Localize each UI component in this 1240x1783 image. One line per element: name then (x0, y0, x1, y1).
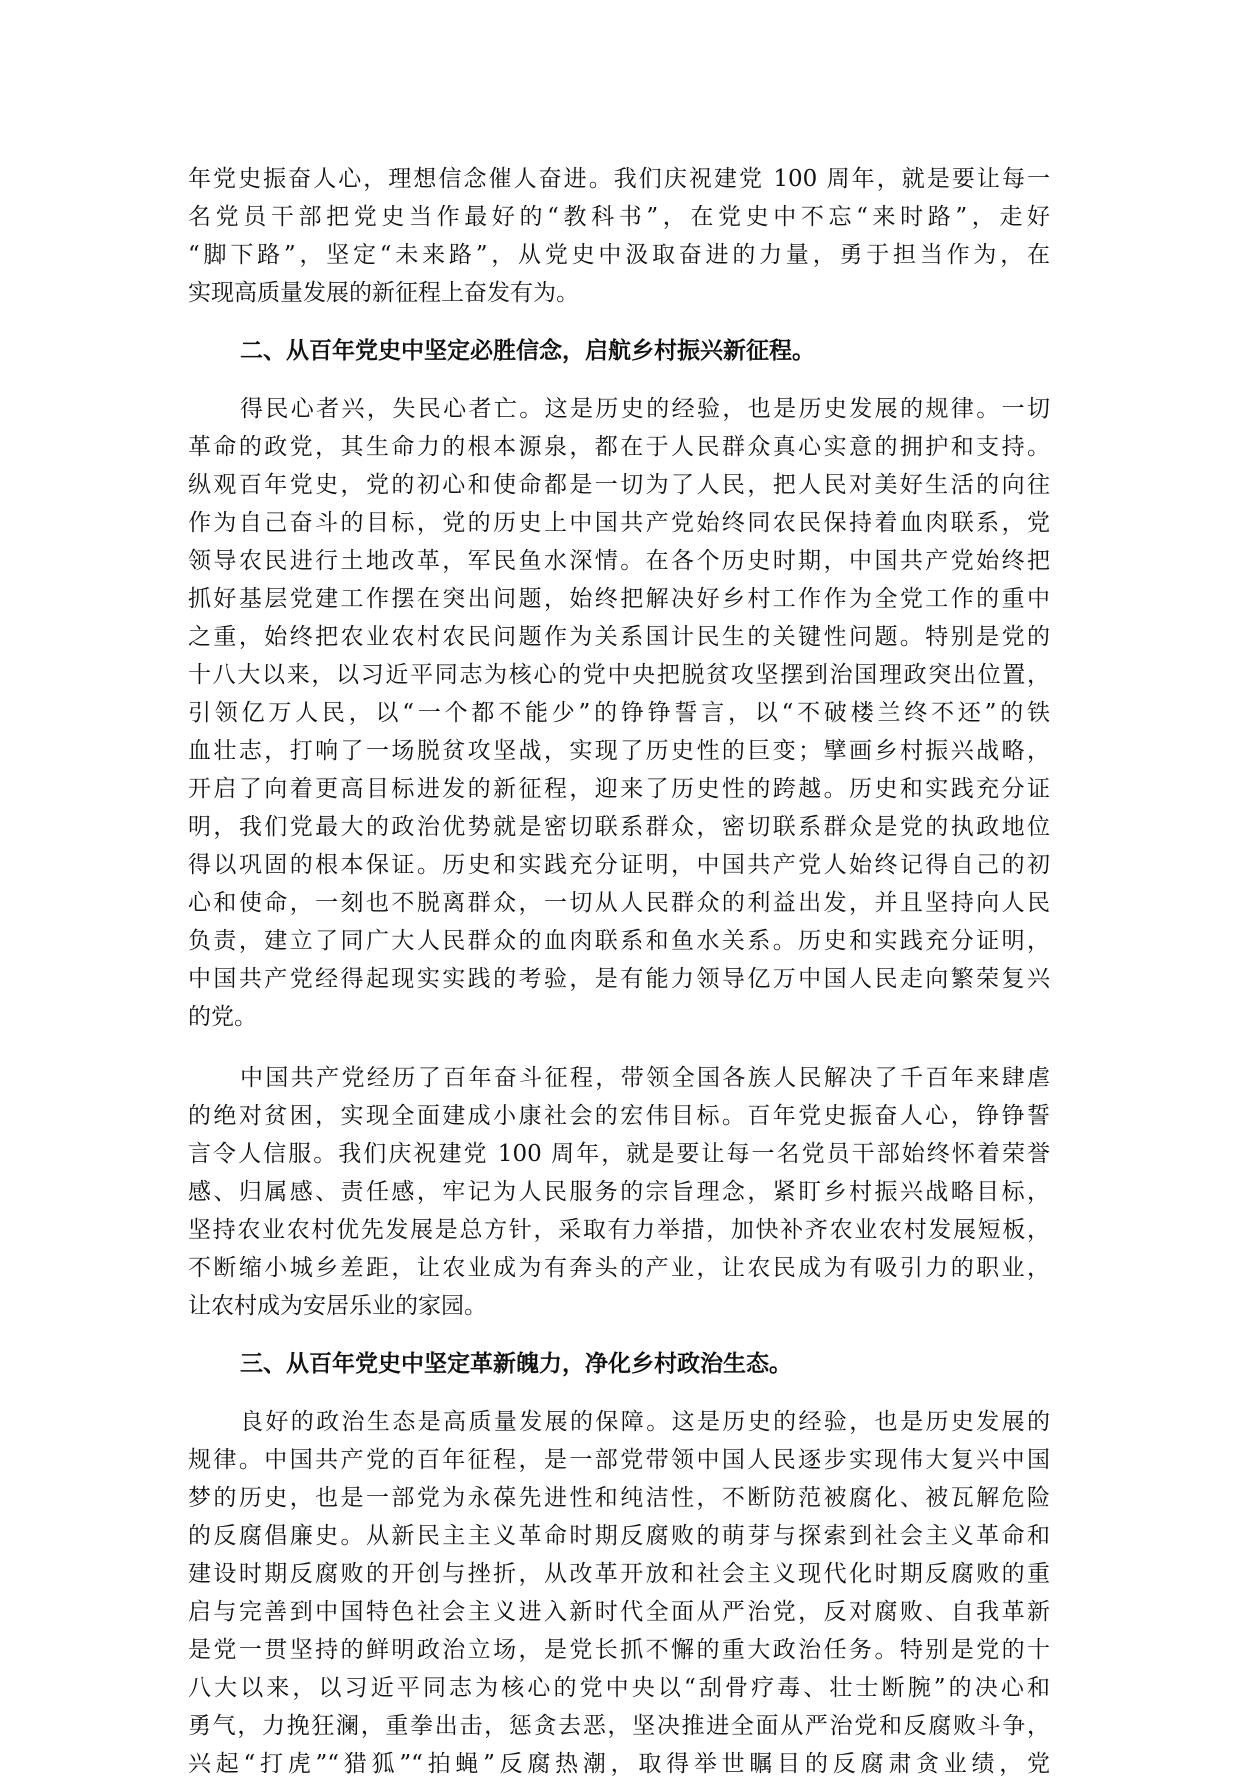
paragraph-line: 勇气，力挽狂澜，重拳出击，惩贪去恶，坚决推进全面从严治党和反腐败斗争， (188, 1713, 1050, 1739)
paragraph-line: 革命的政党，其生命力的根本源泉，都在于人民群众真心实意的拥护和支持。 (188, 434, 1050, 460)
paragraph-line: 纵观百年党史，党的初心和使命都是一切为了人民，把人民对美好生活的向往 (188, 472, 1050, 498)
paragraph-line: 的反腐倡廉史。从新民主主义革命时期反腐败的萌芽与探索到社会主义革命和 (188, 1523, 1050, 1549)
paragraph-line: 年党史振奋人心，理想信念催人奋进。我们庆祝建党 100 周年，就是要让每一 (188, 166, 1050, 192)
section-3-heading: 三、从百年党史中坚定革新魄力，净化乡村政治生态。 (240, 1350, 792, 1377)
section-2-heading: 二、从百年党史中坚定必胜信念，启航乡村振兴新征程。 (240, 337, 815, 364)
paragraph-line: 十八大以来，以习近平同志为核心的党中央把脱贫攻坚摆到治国理政突出位置， (188, 662, 1050, 688)
paragraph-line: 启与完善到中国特色社会主义进入新时代全面从严治党，反对腐败、自我革新 (188, 1599, 1050, 1625)
section-2-paragraph-2 (188, 1059, 1050, 1325)
paragraph-line: 八大以来，以习近平同志为核心的党中央以“刮骨疗毒、壮士断腕”的决心和 (188, 1675, 1050, 1701)
paragraph-line: 兴起“打虎”“猎狐”“拍蝇”反腐热潮，取得举世瞩目的反腐肃贪业绩，党 (188, 1751, 1050, 1777)
paragraph-line: 中国共产党经得起现实实践的考验，是有能力领导亿万中国人民走向繁荣复兴 (188, 966, 1050, 992)
paragraph-line: 领导农民进行土地改革，军民鱼水深情。在各个历史时期，中国共产党始终把 (188, 548, 1050, 574)
paragraph-line: 的党。 (188, 1004, 257, 1030)
paragraph-line: 不断缩小城乡差距，让农业成为有奔头的产业，让农民成为有吸引力的职业， (188, 1255, 1050, 1281)
paragraph-line: 开启了向着更高目标进发的新征程，迎来了历史性的跨越。历史和实践充分证 (188, 776, 1050, 802)
paragraph-line: 良好的政治生态是高质量发展的保障。这是历史的经验，也是历史发展的 (240, 1409, 1050, 1435)
paragraph-line: 中国共产党经历了百年奋斗征程，带领全国各族人民解决了千百年来肆虐 (240, 1065, 1050, 1091)
paragraph-line: 言令人信服。我们庆祝建党 100 周年，就是要让每一名党员干部始终怀着荣誉 (188, 1141, 1050, 1167)
paragraph-line: 建设时期反腐败的开创与挫折，从改革开放和社会主义现代化时期反腐败的重 (188, 1561, 1050, 1587)
paragraph-line: “脚下路”，坚定“未来路”，从党史中汲取奋进的力量，勇于担当作为，在 (188, 242, 1050, 268)
section-3-paragraph-1 (188, 1403, 1050, 1783)
paragraph-line: 感、归属感、责任感，牢记为人民服务的宗旨理念，紧盯乡村振兴战略目标， (188, 1179, 1050, 1205)
paragraph-line: 抓好基层党建工作摆在突出问题，始终把解决好乡村工作作为全党工作的重中 (188, 586, 1050, 612)
paragraph-line: 实现高质量发展的新征程上奋发有为。 (188, 280, 579, 306)
paragraph-line: 的绝对贫困，实现全面建成小康社会的宏伟目标。百年党史振奋人心，铮铮誓 (188, 1103, 1050, 1129)
paragraph-line: 规律。中国共产党的百年征程，是一部党带领中国人民逐步实现伟大复兴中国 (188, 1447, 1050, 1473)
paragraph-line: 血壮志，打响了一场脱贫攻坚战，实现了历史性的巨变；擘画乡村振兴战略， (188, 738, 1050, 764)
section-2-paragraph-1 (188, 390, 1050, 1036)
document-page (188, 160, 1050, 1783)
paragraph-line: 得以巩固的根本保证。历史和实践充分证明，中国共产党人始终记得自己的初 (188, 852, 1050, 878)
paragraph-line: 得民心者兴，失民心者亡。这是历史的经验，也是历史发展的规律。一切 (240, 396, 1050, 422)
intro-paragraph (188, 160, 1050, 312)
paragraph-line: 之重，始终把农业农村农民问题作为关系国计民生的关键性问题。特别是党的 (188, 624, 1050, 650)
paragraph-line: 负责，建立了同广大人民群众的血肉联系和鱼水关系。历史和实践充分证明， (188, 928, 1050, 954)
paragraph-line: 坚持农业农村优先发展是总方针，采取有力举措，加快补齐农业农村发展短板， (188, 1217, 1050, 1243)
paragraph-line: 是党一贯坚持的鲜明政治立场，是党长抓不懈的重大政治任务。特别是党的十 (188, 1637, 1050, 1663)
paragraph-line: 梦的历史，也是一部党为永葆先进性和纯洁性，不断防范被腐化、被瓦解危险 (188, 1485, 1050, 1511)
paragraph-line: 引领亿万人民，以“一个都不能少”的铮铮誓言，以“不破楼兰终不还”的铁 (188, 700, 1050, 726)
paragraph-line: 让农村成为安居乐业的家园。 (188, 1293, 487, 1319)
paragraph-line: 心和使命，一刻也不脱离群众，一切从人民群众的利益出发，并且坚持向人民 (188, 890, 1050, 916)
paragraph-line: 名党员干部把党史当作最好的“教科书”，在党史中不忘“来时路”，走好 (188, 204, 1050, 230)
paragraph-line: 明，我们党最大的政治优势就是密切联系群众，密切联系群众是党的执政地位 (188, 814, 1050, 840)
paragraph-line: 作为自己奋斗的目标，党的历史上中国共产党始终同农民保持着血肉联系，党 (188, 510, 1050, 536)
